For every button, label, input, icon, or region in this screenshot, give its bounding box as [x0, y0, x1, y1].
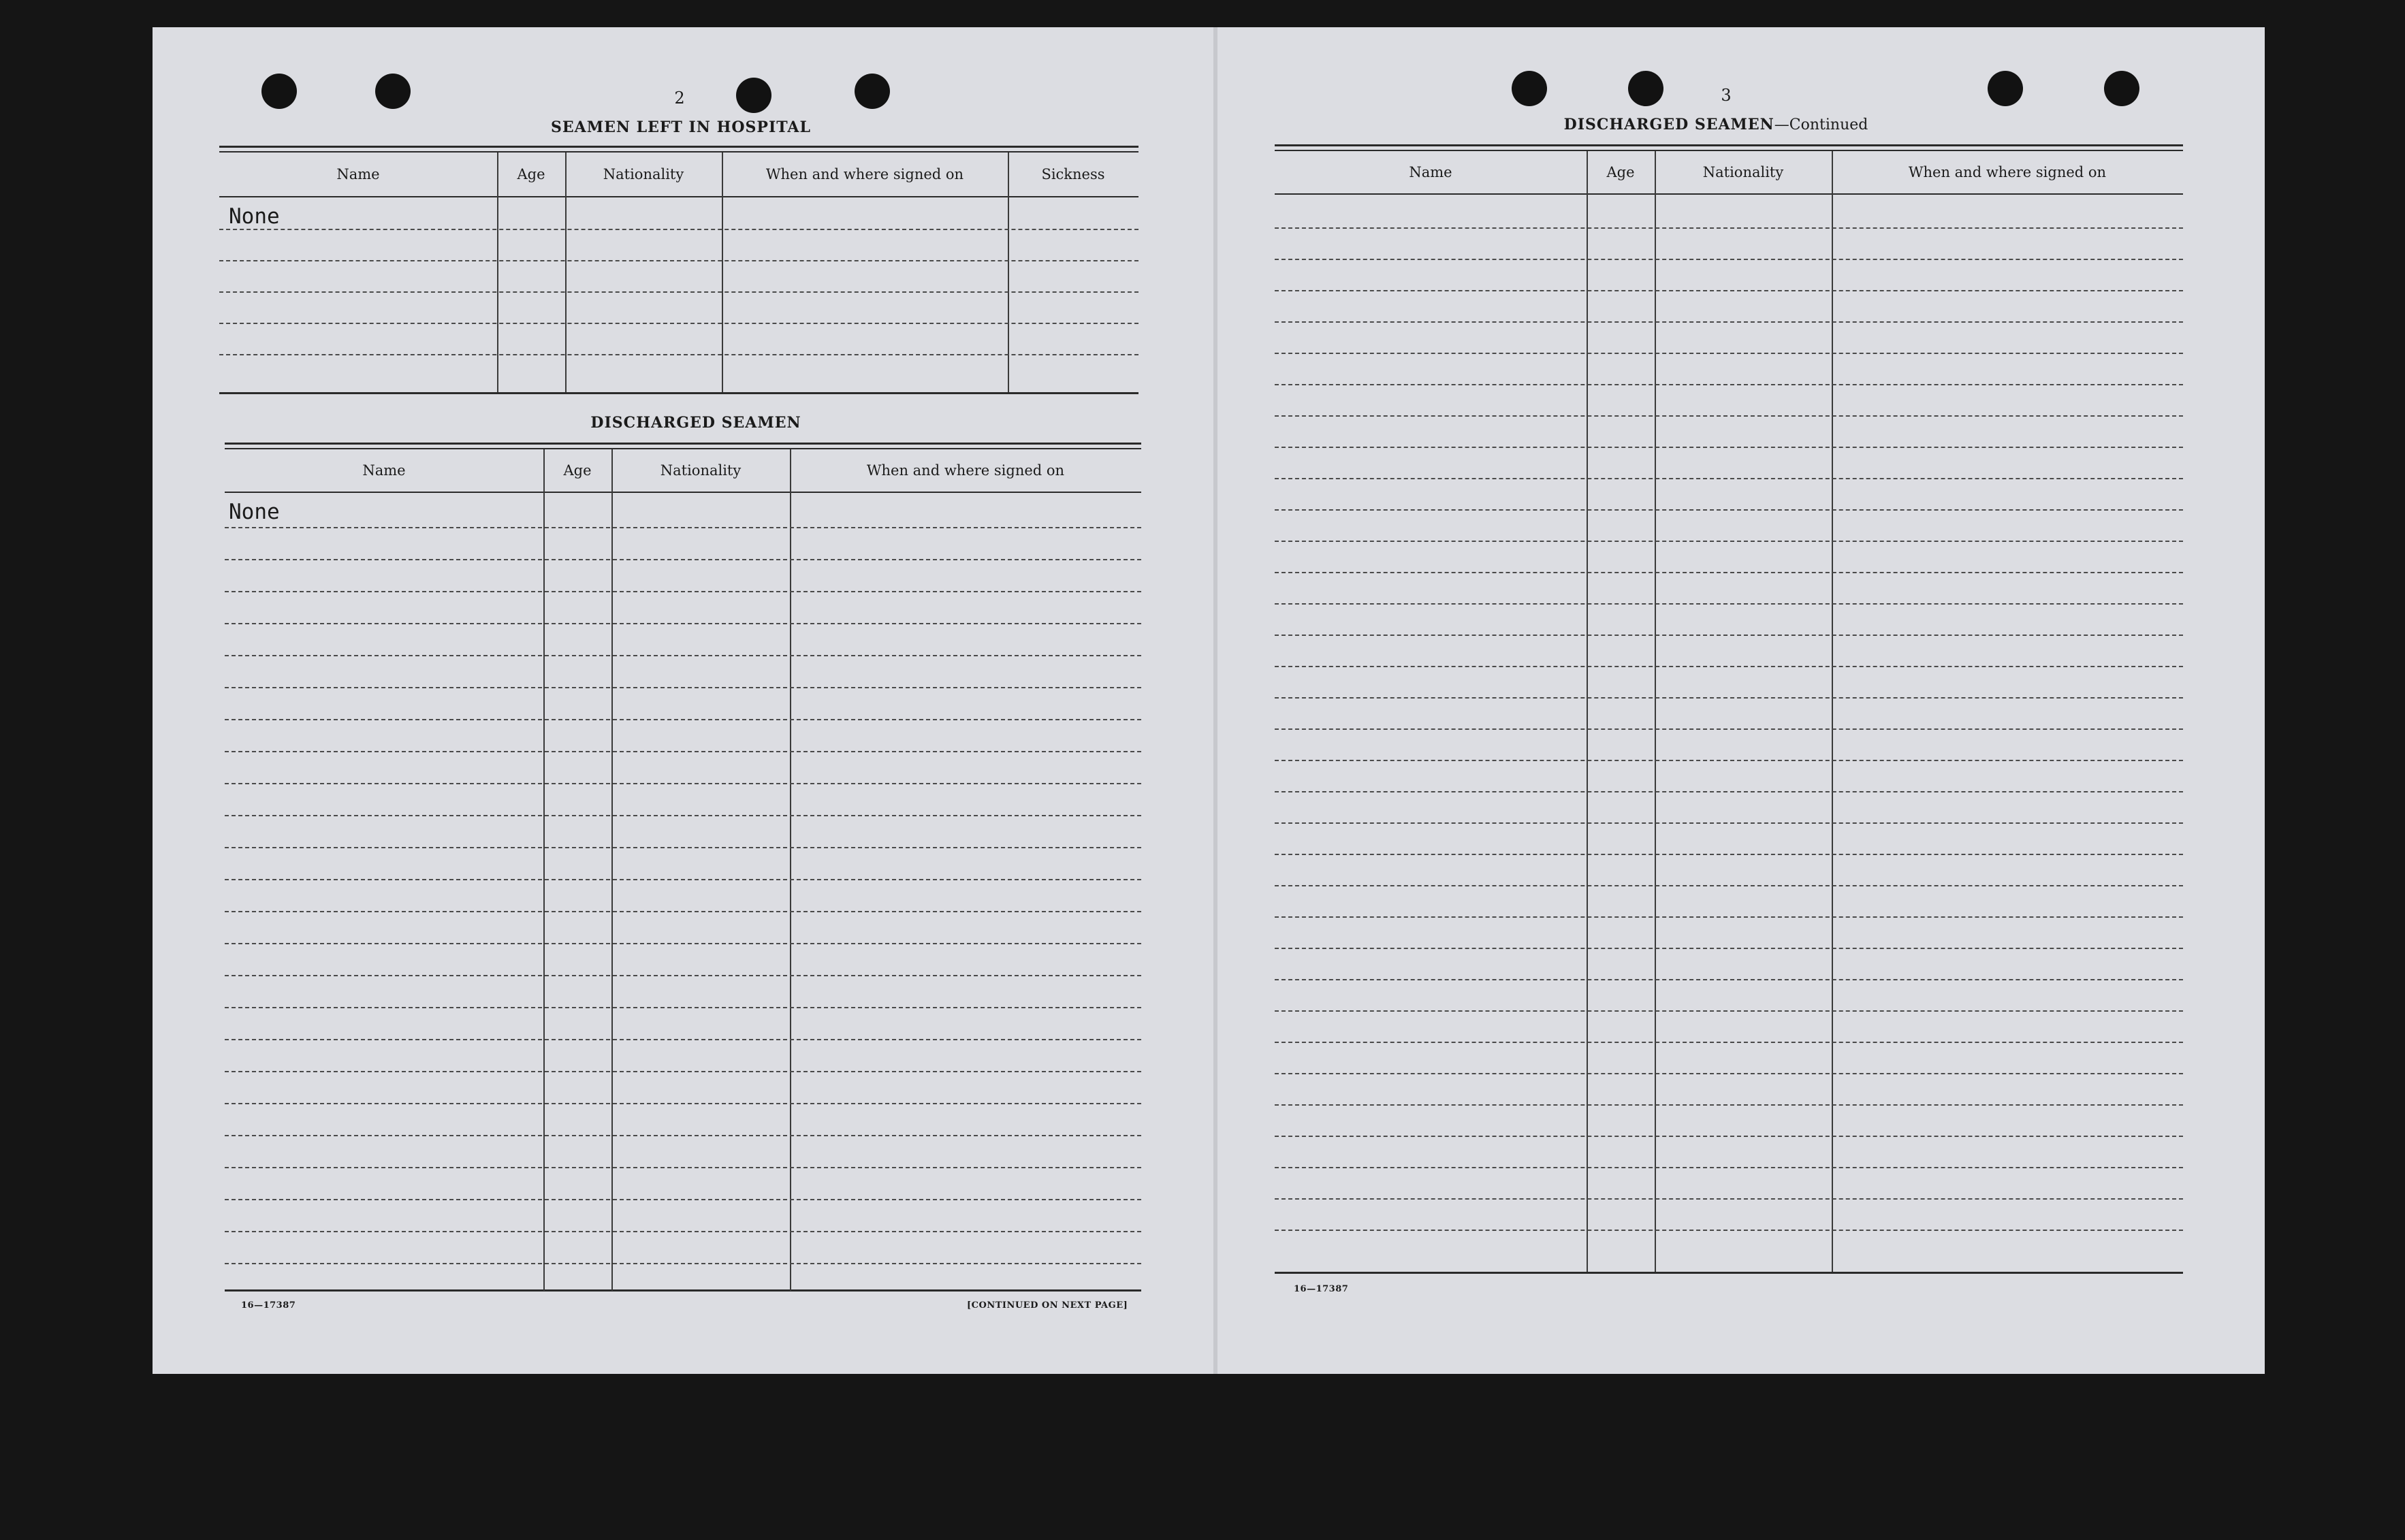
table-row [1275, 948, 2183, 949]
continued-col-signed-on: When and where signed on [1908, 164, 2107, 180]
page-number-left: 2 [674, 89, 685, 108]
table-row [1275, 1010, 2183, 1012]
table-row [1275, 1167, 2183, 1168]
continued-col-name: Name [1409, 164, 1452, 180]
table-row [225, 1167, 1141, 1168]
table-row [225, 655, 1141, 656]
table-row [225, 975, 1141, 976]
table-row [1275, 603, 2183, 605]
table-row [225, 847, 1141, 848]
table-row [1275, 259, 2183, 260]
punch-hole [1988, 71, 2023, 106]
punch-hole [2104, 71, 2139, 106]
table-row [1275, 791, 2183, 792]
punch-hole [736, 78, 771, 113]
table-row [1275, 885, 2183, 886]
discharged-entry: None [229, 500, 280, 524]
table-row [225, 1071, 1141, 1072]
table-row [1275, 1230, 2183, 1231]
table-row [219, 323, 1138, 324]
form-code-right: 16—17387 [1294, 1284, 1349, 1294]
table-row [225, 751, 1141, 752]
continued-note: [CONTINUED ON NEXT PAGE] [967, 1300, 1128, 1311]
table-row [225, 687, 1141, 688]
hospital-col-nationality: Nationality [603, 166, 684, 182]
table-row [1275, 979, 2183, 980]
table-row [225, 783, 1141, 784]
discharged-continued-title-text: DISCHARGED SEAMEN [1563, 116, 1774, 133]
form-code-left: 16—17387 [241, 1300, 296, 1311]
hospital-col-sickness: Sickness [1041, 166, 1105, 182]
punch-hole [1512, 71, 1547, 106]
table-row [1275, 760, 2183, 761]
table-row [225, 1135, 1141, 1136]
punch-hole [1628, 71, 1663, 106]
table-row [219, 291, 1138, 293]
discharged-continued-title [1512, 116, 1920, 133]
punch-hole [375, 74, 411, 109]
table-row [225, 1263, 1141, 1264]
table-row [225, 591, 1141, 592]
table-row [1275, 290, 2183, 291]
table-row [1275, 854, 2183, 855]
table-row [1275, 478, 2183, 479]
table-row [1275, 415, 2183, 417]
table-row [1275, 227, 2183, 229]
table-row [1275, 697, 2183, 699]
table-row [225, 1039, 1141, 1040]
table-row [1275, 541, 2183, 542]
discharged-col-age: Age [563, 462, 592, 479]
hospital-table [219, 146, 1138, 398]
table-row [219, 260, 1138, 261]
table-row [225, 623, 1141, 624]
table-row [1275, 635, 2183, 636]
hospital-section-title: SEAMEN LEFT IN HOSPITAL [551, 118, 811, 136]
table-row [1275, 822, 2183, 824]
table-row [1275, 1073, 2183, 1074]
punch-hole [261, 74, 297, 109]
discharged-col-nationality: Nationality [660, 462, 742, 479]
table-row [225, 719, 1141, 720]
continued-col-nationality: Nationality [1702, 164, 1784, 180]
table-row [1275, 1198, 2183, 1200]
table-row [1275, 916, 2183, 918]
hospital-col-name: Name [336, 166, 380, 182]
table-row [225, 879, 1141, 880]
hospital-col-signed-on: When and where signed on [765, 166, 964, 182]
table-row [225, 815, 1141, 816]
discharged-section-title: DISCHARGED SEAMEN [590, 414, 801, 432]
table-row [1275, 1104, 2183, 1106]
page-number-right: 3 [1721, 86, 1732, 105]
table-row [219, 354, 1138, 355]
table-row [1275, 666, 2183, 667]
table-row [225, 911, 1141, 912]
discharged-table-left [225, 443, 1141, 1295]
discharged-table-right [1275, 144, 2183, 1277]
table-row [225, 1199, 1141, 1200]
table-row [225, 527, 1141, 528]
table-row [1275, 321, 2183, 323]
table-row [1275, 728, 2183, 730]
table-row [225, 1007, 1141, 1008]
table-row [219, 229, 1138, 230]
hospital-entry: None [229, 204, 280, 229]
page-gutter [1213, 27, 1217, 1374]
discharged-col-signed-on: When and where signed on [866, 462, 1065, 479]
table-row [225, 559, 1141, 560]
table-row [1275, 447, 2183, 448]
hospital-col-age: Age [517, 166, 545, 182]
table-row [1275, 384, 2183, 385]
table-row [225, 1231, 1141, 1232]
table-row [225, 943, 1141, 944]
table-row [1275, 353, 2183, 354]
discharged-col-name: Name [362, 462, 406, 479]
continued-suffix: —Continued [1774, 116, 1868, 133]
continued-col-age: Age [1606, 164, 1635, 180]
punch-hole [855, 74, 890, 109]
table-row [1275, 1136, 2183, 1137]
table-row [1275, 1042, 2183, 1043]
table-row [225, 1103, 1141, 1104]
table-row [1275, 509, 2183, 511]
table-row [1275, 572, 2183, 573]
